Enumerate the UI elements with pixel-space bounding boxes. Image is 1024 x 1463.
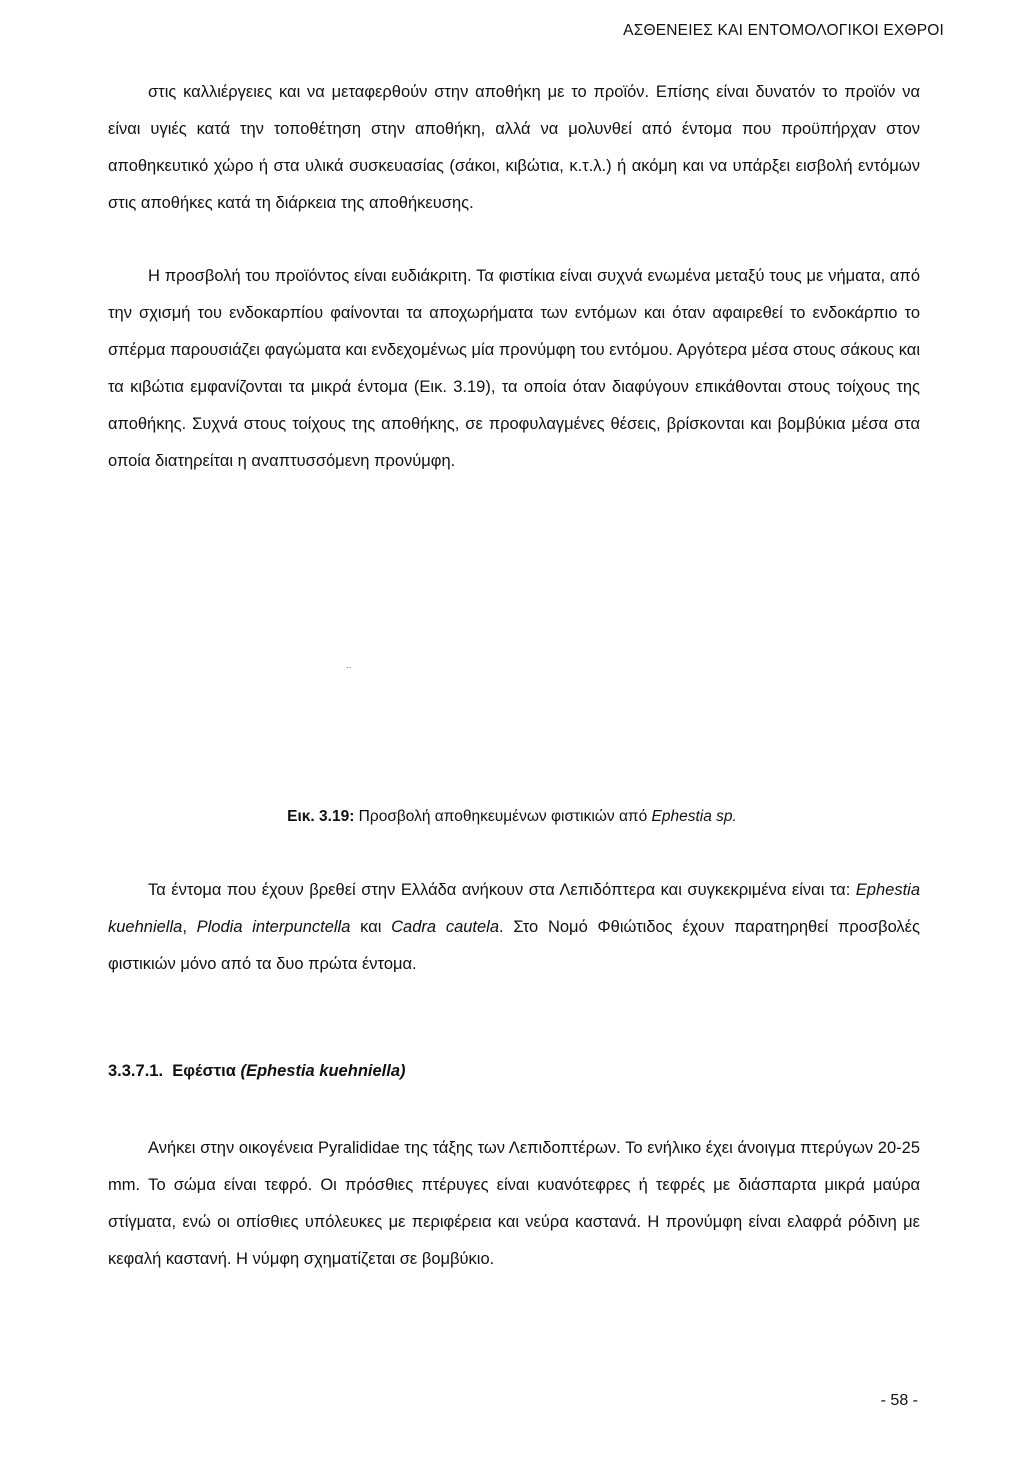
separator: και xyxy=(350,918,392,936)
species-name: Plodia interpunctella xyxy=(196,918,351,936)
figure-artifact: .. xyxy=(346,660,352,671)
caption-species: Ephestia sp. xyxy=(651,808,737,825)
paragraph-4: Ανήκει στην οικογένεια Pyralididae της τάξης των Λεπιδοπτέρων. Το ενήλικο έχει άνοιγμα πτερύγων 20-25 mm. Το σώμα είναι τεφρό. Οι πρόσθιες πτέρυγες είναι κυανότεφρες ή τεφρές με διάσπαρτα μικρά μαύρα στίγματα, ενώ οι οπίσθιες υπόλευκες με περιφέρεια και νεύρα καστανά. Η προνύμφη είναι ελαφρά ρόδινη με κεφαλή καστανή. Η νύμφη σχηματίζεται σε βομβύκιο. xyxy=(108,1139,920,1268)
section-latin-name: (Ephestia kuehniella) xyxy=(240,1062,406,1080)
section-heading xyxy=(108,1062,406,1081)
species-name: Ephestia kuehniella xyxy=(108,881,920,936)
paragraph-1: στις καλλιέργειες και να μεταφερθούν στην αποθήκη με το προϊόν. Επίσης είναι δυνατόν το προϊόν να είναι υγιές κατά την τοποθέτηση στην αποθήκη, αλλά να μολυνθεί από έντομα που προϋπήρχαν στον αποθηκευτικό χώρο ή στα υλικά συσκευασίας (σάκοι, κιβώτια, κ.τ.λ.) ή ακόμη και να υπάρξει εισβολή εντόμων στις αποθήκες κατά τη διάρκεια της αποθήκευσης. xyxy=(108,83,920,212)
species-name: Cadra cautela xyxy=(391,918,500,936)
section-number: 3.3.7.1. xyxy=(108,1062,164,1080)
figure-caption xyxy=(0,808,1024,826)
paragraph-3 xyxy=(108,872,920,983)
section-title: Εφέστια xyxy=(172,1062,236,1080)
running-header: ΑΣΘΕΝΕΙΕΣ ΚΑΙ ΕΝΤΟΜΟΛΟΓΙΚΟΙ ΕΧΘΡΟΙ xyxy=(623,22,944,39)
paragraph-3-text-b: . Στο Νομό Φθιώτιδος έχουν παρατηρηθεί προσβολές φιστικιών μόνο από τα δυο πρώτα έντομα. xyxy=(108,918,920,973)
page-number: - 58 - xyxy=(880,1392,918,1409)
figure-image-area xyxy=(108,580,920,800)
caption-text: Προσβολή αποθηκευμένων φιστικιών από xyxy=(354,808,652,825)
separator: , xyxy=(182,918,197,936)
caption-label: Εικ. 3.19: xyxy=(287,808,355,825)
paragraph-2: Η προσβολή του προϊόντος είναι ευδιάκριτη. Τα φιστίκια είναι συχνά ενωμένα μεταξύ τους με νήματα, από την σχισμή του ενδοκαρπίου φαίνονται τα αποχωρήματα των εντόμων και όταν αφαιρεθεί το ενδοκάρπιο το σπέρμα παρουσιάζει φαγώματα και ενδεχομένως μία προνύμφη του εντόμου. Αργότερα μέσα στους σάκους και τα κιβώτια εμφανίζονται τα μικρά έντομα (Εικ. 3.19), τα οποία όταν διαφύγουν επικάθονται στους τοίχους της αποθήκης. Συχνά στους τοίχους της αποθήκης, σε προφυλαγμένες θέσεις, βρίσκονται και βομβύκια μέσα στα οποία διατηρείται η αναπτυσσόμενη προνύμφη. xyxy=(108,267,920,470)
paragraph-3-text-a: Τα έντομα που έχουν βρεθεί στην Ελλάδα ανήκουν στα Λεπιδόπτερα και συγκεκριμένα είναι τα: xyxy=(148,881,856,899)
